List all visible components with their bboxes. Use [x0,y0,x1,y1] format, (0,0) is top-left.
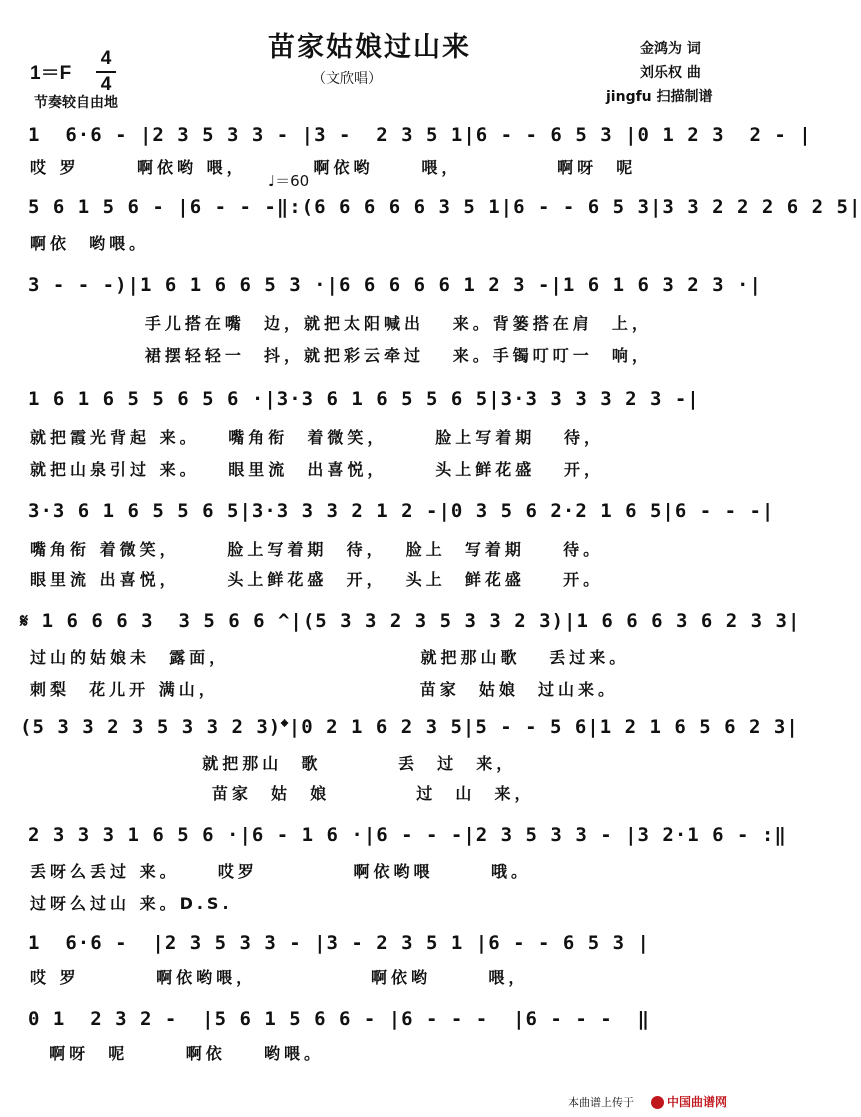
transcriber-credit: jingfu 扫描制谱 [606,89,713,105]
tempo-mark: ♩＝60 [268,172,310,190]
notation-line: 5 6 1 5 6 - |6 - - -‖:(6 6 6 6 6 3 5 1|6 - - 6 5 3|3 3 2 2 2 6 2 5| [28,196,861,218]
lyric-line: 苗家 姑 娘 过 山 来， [30,784,535,803]
lyric-line: 哎 罗 啊依哟 喂， 啊依哟 喂， 啊呀 呢 [30,158,637,177]
lyric-line: 刺梨 花儿开 满山， 苗家 姑娘 过山来。 [30,680,618,699]
time-signature-top: 4 [100,48,112,69]
lyric-line: 就把霞光背起 来。 嘴角衔 着微笑， 脸上写着期 待， [30,428,604,447]
key-signature: 1＝F [30,63,72,84]
notation-line: (5 3 3 2 3 5 3 3 2 3)𝄌|0 2 1 6 2 3 5|5 - - 5 6|1 2 1 6 5 6 2 3| [20,716,799,738]
site-name: 中国曲谱网 [667,1095,728,1109]
lyric-line: 就把山泉引过 来。 眼里流 出喜悦， 头上鲜花盛 开， [30,460,604,479]
singer-credit: （文欣唱） [312,71,382,87]
notation-line: 𝄋 1 6 6 6 3 3 5 6 6 ^|(5 3 3 2 3 5 3 3 2 3)|1 6 6 6 3 6 2 3 3| [20,610,801,632]
notation-line: 1 6 1 6 5 5 6 5 6 ·|3·3 6 1 6 5 5 6 5|3·3 3 3 3 2 3 -| [28,388,700,410]
lyric-line: 过山的姑娘未 露面， 就把那山歌 丢过来。 [30,648,630,667]
lyricist-credit: 金鸿为 词 [640,41,701,57]
notation-line: 1 6·6 - |2 3 5 3 3 - |3 - 2 3 5 1|6 - - 6 5 3 |0 1 2 3 2 - | [28,124,812,146]
tempo-text: 节奏较自由地 [34,95,118,111]
notation-line: 3 - - -)|1 6 1 6 6 5 3 ·|6 6 6 6 6 1 2 3 -|1 6 1 6 3 2 3 ·| [28,274,762,296]
time-signature [96,48,116,96]
lyric-line: 哎 罗 啊依哟喂， 啊依哟 喂， [30,968,529,987]
lyric-line: 手儿搭在嘴 边，就把太阳喊出 来。背篓搭在肩 上， [30,314,652,333]
notation-line: 2 3 3 3 1 6 5 6 ·|6 - 1 6 ·|6 - - -|2 3 5 3 3 - |3 2·1 6 - :‖ [28,824,787,846]
lyric-line: 裙摆轻轻一 抖，就把彩云牵过 来。手镯叮叮一 响， [30,346,652,365]
time-signature-bottom: 4 [100,74,112,95]
lyric-line: 眼里流 出喜悦， 头上鲜花盛 开， 头上 鲜花盛 开。 [30,570,604,589]
lyric-line: 丢呀么丢过 来。 哎罗 啊依哟喂 哦。 [30,862,531,881]
composer-credit: 刘乐权 曲 [640,65,701,81]
lyric-line: 过呀么过山 来。D.S. [30,894,233,913]
song-title: 苗家姑娘过山来 [268,32,471,63]
lyric-line: 就把那山 歌 丢 过 来， [30,754,517,773]
lyric-line: 啊呀 呢 啊依 哟喂。 [30,1044,324,1063]
notation-line: 3·3 6 1 6 5 5 6 5|3·3 3 3 2 1 2 -|0 3 5 6 2·2 1 6 5|6 - - -| [28,500,775,522]
site-logo-icon [651,1096,664,1109]
notation-line: 1 6·6 - |2 3 5 3 3 - |3 - 2 3 5 1 |6 - - 6 5 3 | [28,932,650,954]
notation-line: 0 1 2 3 2 - |5 6 1 5 6 6 - |6 - - - |6 - - - ‖ [28,1008,650,1030]
lyric-line: 啊依 哟喂。 [30,234,150,253]
lyric-line: 嘴角衔 着微笑， 脸上写着期 待， 脸上 写着期 待。 [30,540,604,559]
upload-note: 本曲谱上传于 [568,1096,634,1109]
